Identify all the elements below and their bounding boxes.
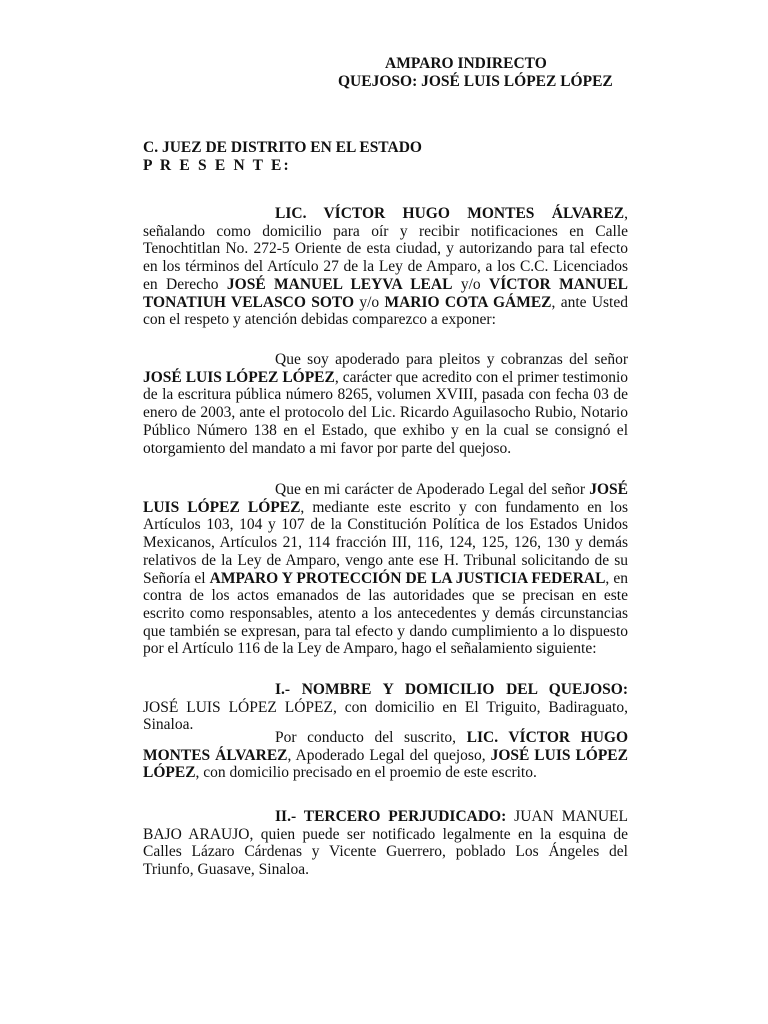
text-regular: JUAN MANUEL BAJO ARAUJO, quien puede ser notificado legalmente en la esquina de Calles Lázaro Cárdenas y Vicente Guerrero, poblado Los Ángeles del Triunfo, Guasave, Sinaloa.	[143, 808, 628, 879]
text-regular: , Apoderado Legal del quejoso,	[287, 746, 491, 764]
text-bold: JOSÉ MANUEL LEYVA LEAL	[226, 275, 453, 293]
addressee-block	[143, 139, 422, 175]
text-regular: , mediante este escrito y con fundamento en los Artículos 103, 104 y 107 de la Constitución Política de los Estados Unidos Mexicanos, Artículos 21, 114 fracción III, 116, 124, 125, 126, 130 y demás relativos de la Ley de Amparo, vengo ante ese H. Tribunal solicitando de su Señoría el	[143, 498, 628, 587]
section-heading: I.- NOMBRE Y DOMICILIO DEL QUEJOSO:	[275, 681, 628, 698]
section-heading: II.- TERCERO PERJUDICADO:	[275, 808, 507, 825]
text-bold: VÍCTOR MANUEL TONATIUH VELASCO SOTO	[143, 275, 628, 311]
text-regular: Por conducto del suscrito,	[275, 729, 467, 746]
section-third-party	[143, 808, 628, 879]
text-regular: , con domicilio precisado en el proemio de este escrito.	[195, 764, 537, 782]
text-bold: AMPARO Y PROTECCIÓN DE LA JUSTICIA FEDERAL	[209, 569, 606, 587]
text-bold: JOSÉ LUIS LÓPEZ LÓPEZ	[143, 368, 335, 386]
paragraph-amparo-request	[143, 481, 628, 658]
addressee-presente: P R E S E N T E:	[143, 157, 291, 174]
case-type-title: AMPARO INDIRECTO	[385, 55, 547, 72]
text-regular: , ante Usted con el respeto y atención debidas comparezco a exponer:	[143, 293, 628, 329]
section-plaintiff-name-address	[143, 681, 628, 734]
text-bold: JOSÉ LUIS LÓPEZ LÓPEZ	[143, 746, 628, 782]
text-bold: LIC. VÍCTOR HUGO MONTES ÁLVAREZ	[143, 729, 628, 764]
plaintiff-line: QUEJOSO: JOSÉ LUIS LÓPEZ LÓPEZ	[338, 73, 613, 90]
paragraph-power-of-attorney	[143, 351, 628, 457]
text-regular: , en contra de los actos emanados de las autoridades que se precisan en este escrito como responsables, atento a los antecedentes y demás circunstancias que también se expresan, para tal efecto y dando cumplimiento a lo dispuesto por el Artículo 116 de la Ley de Amparo, hago el señalamiento siguiente:	[143, 569, 628, 658]
text-bold: MARIO COTA GÁMEZ	[384, 293, 552, 311]
paragraph-introduction	[143, 205, 628, 329]
paragraph-representation	[143, 729, 628, 782]
text-regular: y/o	[452, 275, 489, 293]
text-regular: Que en mi carácter de Apoderado Legal del señor	[275, 481, 590, 498]
text-regular: Que soy apoderado para pleitos y cobranzas del señor	[275, 351, 628, 368]
text-regular: y/o	[354, 293, 385, 311]
addressee-judge: C. JUEZ DE DISTRITO EN EL ESTADO	[143, 139, 422, 156]
text-regular: , carácter que acredito con el primer testimonio de la escritura pública número 8265, volumen XVIII, pasada con fecha 03 de enero de 2003, ante el protocolo del Lic. Ricardo Aguilasocho Rubio, Notario Público Número 138 en el Estado, que exhibo y en la cual se consignó el otorgamiento del mandato a mi favor por parte del quejoso.	[143, 368, 629, 457]
text-regular: JOSÉ LUIS LÓPEZ LÓPEZ, con domicilio en El Triguito, Badiraguato, Sinaloa.	[143, 698, 628, 734]
text-regular: , señalando como domicilio para oír y recibir notificaciones en Calle Tenochtitlan No. 272-5 Oriente de esta ciudad, y autorizando para tal efecto en los términos del Artículo 27 de la Ley de Amparo, a los C.C. Licenciados en Derecho	[143, 205, 628, 293]
text-bold: JOSÉ LUIS LÓPEZ LÓPEZ	[143, 481, 628, 516]
text-bold: LIC. VÍCTOR HUGO MONTES ÁLVAREZ	[275, 205, 625, 222]
